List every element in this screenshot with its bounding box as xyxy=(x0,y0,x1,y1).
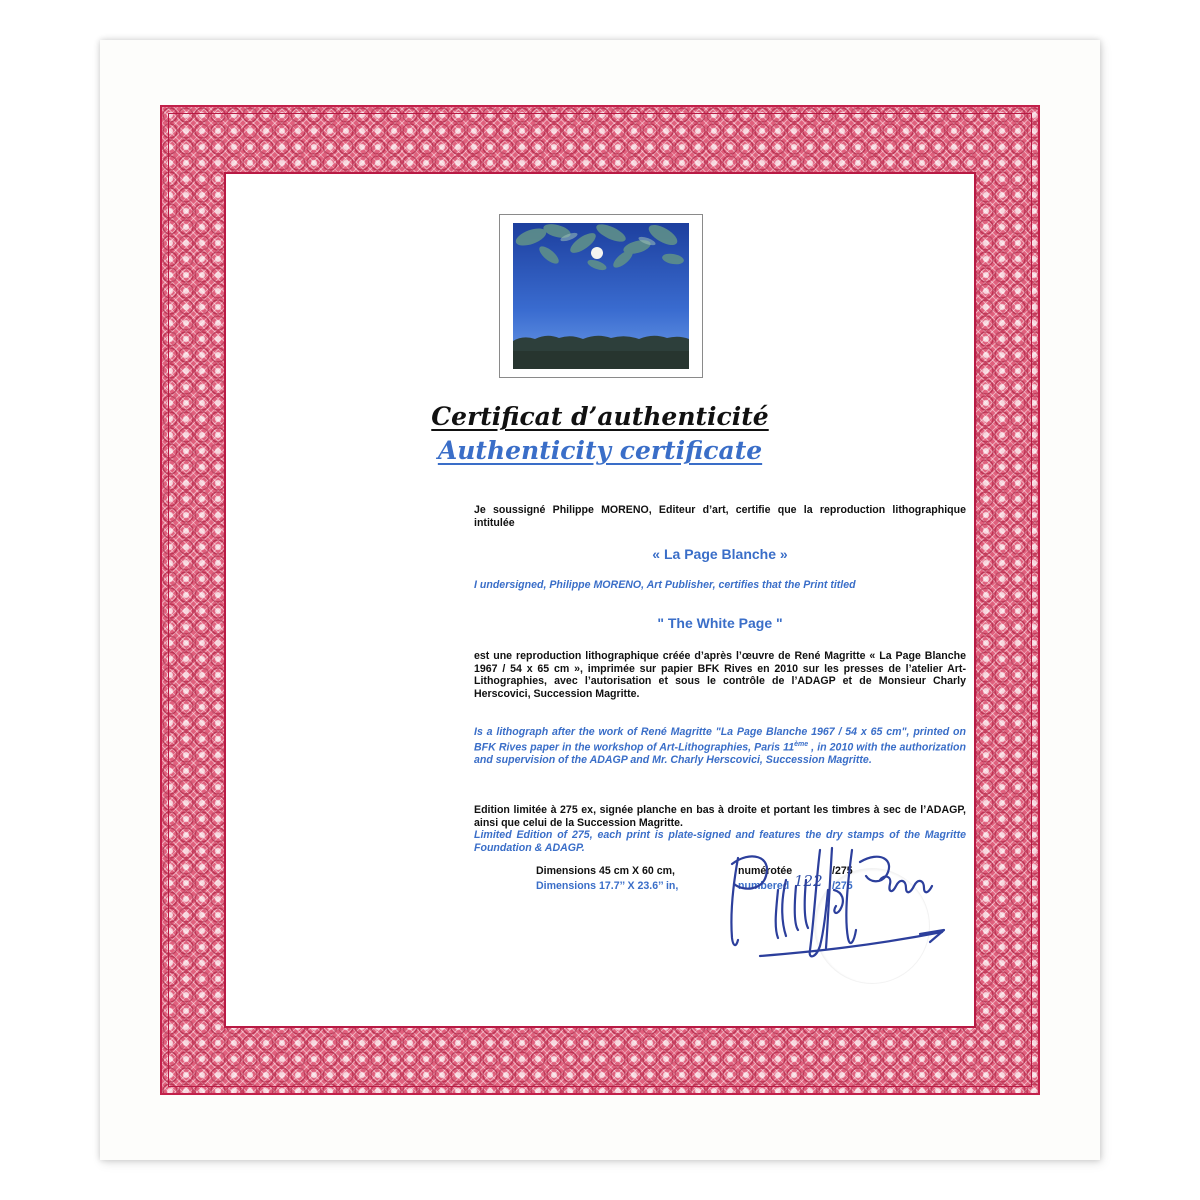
body-english: Is a lithograph after the work of René Magritte "La Page Blanche 1967 / 54 x 65 cm", printed on BFK Rives paper in the workshop of Art-Lithographies, Paris 11ème , in 2010 with the authorization and supervision of the ADAGP and Mr. Charly Herscovici, Succession Magritte. xyxy=(474,726,966,766)
artwork-thumbnail xyxy=(499,214,703,378)
certificate-sheet xyxy=(100,40,1100,1160)
intro-french: Je soussigné Philippe MORENO, Editeur d’art, certifie que la reproduction lithographique intitulée xyxy=(474,504,966,529)
body-french: est une reproduction lithographique créée d’après l’œuvre de René Magritte « La Page Blanche 1967 / 54 x 65 cm », imprimée sur papier BFK Rives en 2010 sur les presses de l’atelier Art-Lithographies, avec l’autorisation et sous le contrôle de l’ADAGP et de Monsieur Charly Herscovici, Succession Magritte. xyxy=(474,650,966,700)
artwork-title-english: " The White Page " xyxy=(657,615,783,631)
dimensions-english: Dimensions 17.7’’ X 23.6’’ in, xyxy=(536,880,679,892)
artwork-painting-image xyxy=(513,223,689,369)
numbered-french: numérotée xyxy=(738,865,793,877)
signature-philippe-moreno xyxy=(720,820,950,970)
edition-number-handwritten: 122 xyxy=(794,872,823,890)
intro-english: I undersigned, Philippe MORENO, Art Publisher, certifies that the Print titled xyxy=(474,579,856,591)
edition-english: Limited Edition of 275, each print is plate-signed and features the dry stamps of the Magritte Foundation & ADAGP. xyxy=(474,829,966,854)
edition-total-english: /275 xyxy=(832,880,853,892)
title-english: Authenticity certificate xyxy=(437,436,763,465)
title-french: Certificat d’authenticité xyxy=(431,402,769,431)
edition-french: Edition limitée à 275 ex, signée planche en bas à droite et portant les timbres à sec de l’ADAGP, ainsi que celui de la Succession Magritte. xyxy=(474,804,966,829)
artwork-title-french: « La Page Blanche » xyxy=(652,546,788,562)
numbered-english: numbered xyxy=(738,880,790,892)
edition-total-french: /275 xyxy=(832,865,853,877)
dimensions-french: Dimensions 45 cm X 60 cm, xyxy=(536,865,675,877)
